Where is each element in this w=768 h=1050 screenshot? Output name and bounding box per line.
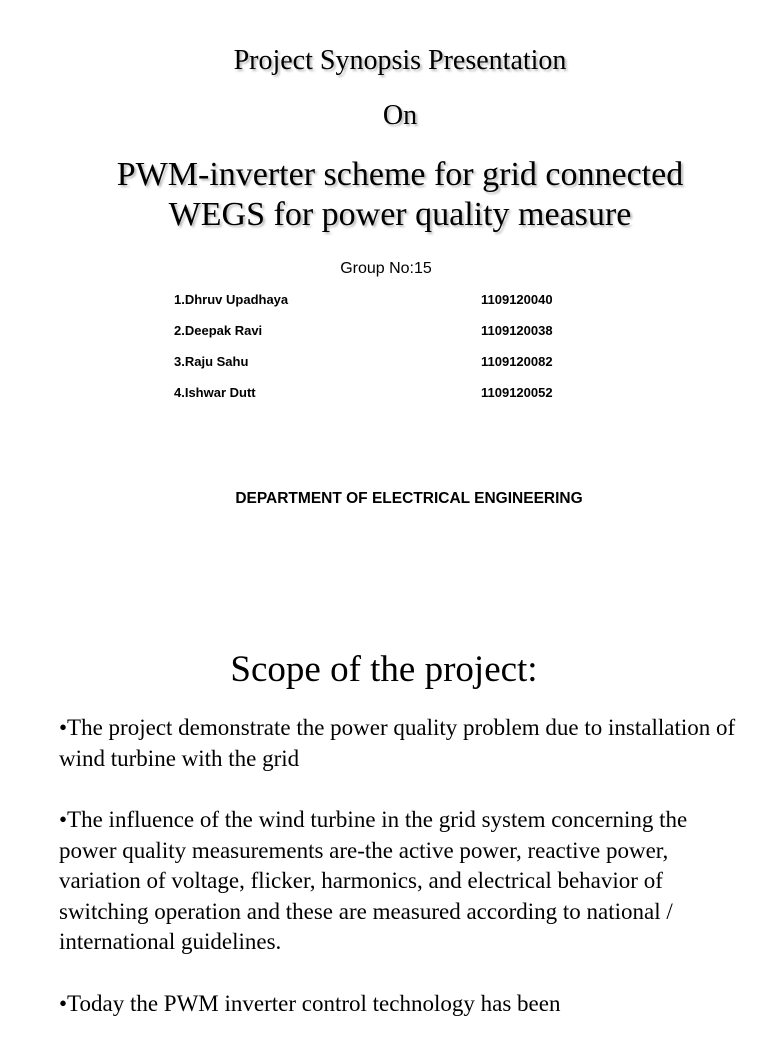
scope-bullet: •The project demonstrate the power quality problem due to installation of wind turbine with the grid — [59, 715, 736, 771]
member-roll-number: 1109120040 — [481, 292, 553, 307]
member-roll-number: 1109120082 — [481, 354, 553, 369]
scope-bullet: •Today the PWM inverter control technology has been — [59, 990, 561, 1016]
group-number: Group No:15 — [340, 260, 432, 277]
member-row — [174, 292, 594, 323]
presentation-title: Project Synopsis Presentation — [233, 45, 567, 76]
member-row — [174, 323, 594, 354]
scope-bullet: •The influence of the wind turbine in the grid system concerning the power quality measurements are-the active power, reactive power, variation of voltage, flicker, harmonics, and electrical behavior of switching operation and these are measured according to national / international guidelines. — [59, 807, 688, 954]
department-name: DEPARTMENT OF ELECTRICAL ENGINEERING — [235, 490, 583, 507]
project-topic — [0, 155, 768, 235]
member-row — [174, 385, 594, 416]
member-roll-number: 1109120038 — [481, 323, 553, 338]
member-row — [174, 354, 594, 385]
member-name: 2.Deepak Ravi — [174, 323, 263, 338]
scope-title: Scope of the project: — [230, 649, 538, 690]
project-topic-line-2: WEGS for power quality measure — [168, 196, 632, 233]
scope-bullet-list — [59, 713, 749, 1050]
project-topic-line-1: PWM-inverter scheme for grid connected — [116, 156, 684, 193]
member-name: 4.Ishwar Dutt — [174, 385, 256, 400]
member-name: 3.Raju Sahu — [174, 354, 249, 369]
member-name: 1.Dhruv Upadhaya — [174, 292, 289, 307]
scope-slide — [0, 580, 768, 1024]
member-roll-number: 1109120052 — [481, 385, 553, 400]
presentation-title-on: On — [382, 100, 418, 131]
member-list — [174, 292, 594, 416]
